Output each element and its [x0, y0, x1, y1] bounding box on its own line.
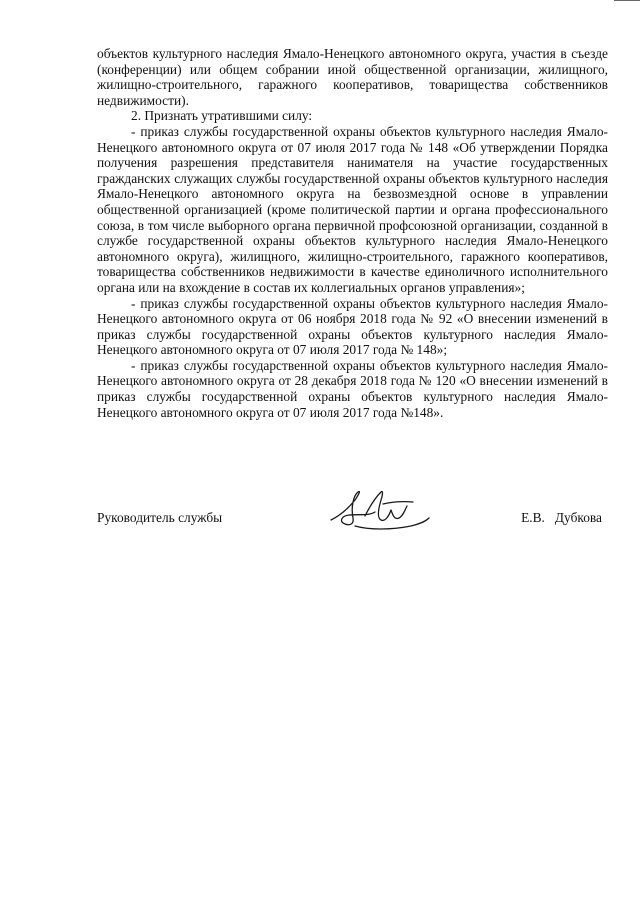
signature-block — [97, 500, 608, 540]
handwritten-signature — [325, 486, 435, 534]
paragraph-item-2: 2. Признать утратившими силу: — [131, 108, 313, 124]
paragraph-continuation: объектов культурного наследия Ямало-Ненецкого автономного округа, участия в съезде (конференции) или общем собрании иной общественной организации, жилищного, жилищно-строительного, гаражного кооперативов, товарищества собственников недвижимости). — [97, 46, 608, 108]
document-body — [97, 46, 608, 420]
paragraph-repealed-order-148: - приказ службы государственной охраны объектов культурного наследия Ямало-Ненецкого автономного округа от 07 июля 2017 года № 148 «Об утверждении Порядка получения разрешения представителя нанимателя на участие государственных гражданских служащих службы государственной охраны объектов культурного наследия Ямало-Ненецкого автономного округа на безвозмездной основе в управлении общественной организацией (кроме политической партии и органа профессионального союза, в том числе выборного органа первичной профсоюзной организации, созданной в службе государственной охраны объектов культурного наследия Ямало-Ненецкого автономного округа), жилищного, жилищно-строительного, гаражного кооперативов, товарищества собственников недвижимости в качестве единоличного исполнительного органа или на вхождение в состав их коллегиальных органов управления»; — [97, 123, 608, 295]
paragraph-repealed-order-120: - приказ службы государственной охраны объектов культурного наследия Ямало-Ненецкого автономного округа от 28 декабря 2018 года № 120 «О внесении изменений в приказ службы государственной охраны объектов культурного наследия Ямало-Ненецкого автономного округа от 07 июля 2017 года №148». — [97, 357, 608, 420]
paragraph-repealed-order-92: - приказ службы государственной охраны объектов культурного наследия Ямало-Ненецкого автономного округа от 06 ноября 2018 года № 92 «О внесении изменений в приказ службы государственной охраны объектов культурного наследия Ямало-Ненецкого автономного округа от 07 июля 2017 года № 148»; — [97, 295, 608, 358]
signer-position: Руководитель службы — [97, 510, 223, 525]
scan-edge-mark — [614, 0, 640, 1]
signer-name: Е.В. Дубкова — [521, 510, 602, 525]
